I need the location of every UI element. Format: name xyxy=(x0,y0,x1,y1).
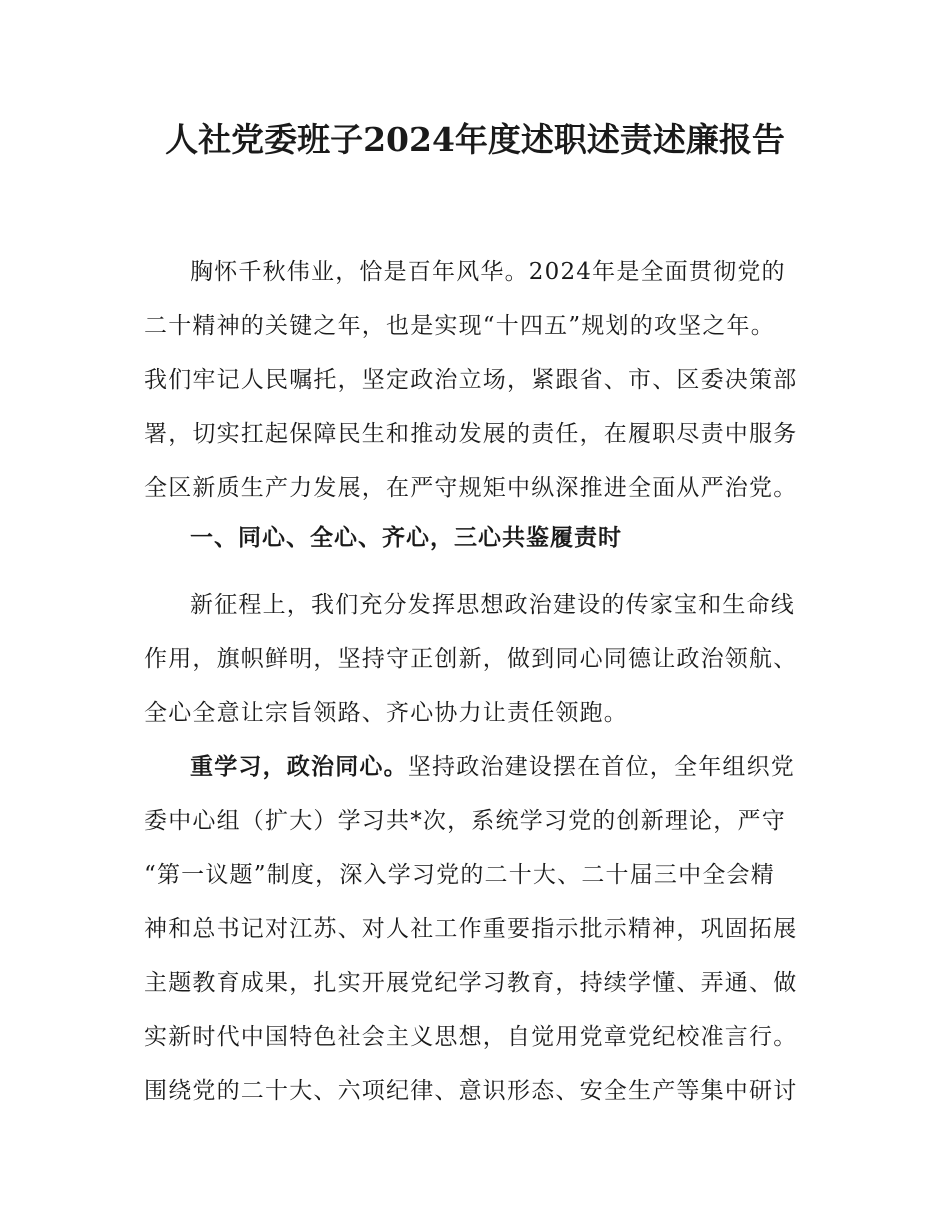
document-title: 人社党委班子2024年度述职述责述廉报告 xyxy=(165,120,785,159)
intro-line: 署，切实扛起保障民生和推动发展的责任，在履职尽责中服务 xyxy=(144,421,798,447)
section1-line: 作用，旗帜鲜明，坚持守正创新，做到同心同德让政治领航、 xyxy=(144,646,798,672)
study-first-line xyxy=(144,740,812,794)
study-line: 委中心组（扩大）学习共*次，系统学习党的创新理论，严守 xyxy=(144,808,786,834)
section1-paragraph xyxy=(144,578,812,740)
section-heading: 一、同心、全心、齐心，三心共鉴履责时 xyxy=(190,525,622,551)
intro-line: 二十精神的关键之年，也是实现“十四五”规划的攻坚之年。 xyxy=(144,313,775,339)
intro-paragraph xyxy=(144,245,812,515)
section1-line: 新征程上，我们充分发挥思想政治建设的传家宝和生命线 xyxy=(190,592,795,618)
intro-line: 全区新质生产力发展，在严守规矩中纵深推进全面从严治党。 xyxy=(144,475,798,501)
study-line: 实新时代中国特色社会主义思想，自觉用党章党纪校准言行。 xyxy=(144,1024,798,1050)
study-paragraph xyxy=(144,740,812,1118)
study-first-rest: 坚持政治建设摆在首位，全年组织党 xyxy=(407,754,796,780)
intro-line: 胸怀千秋伟业，恰是百年风华。2024年是全面贯彻党的 xyxy=(190,259,786,285)
study-line: 神和总书记对江苏、对人社工作重要指示批示精神，巩固拓展 xyxy=(144,916,798,942)
section1-line: 全心全意让宗旨领路、齐心协力让责任领跑。 xyxy=(144,700,628,726)
study-lead: 重学习，政治同心。 xyxy=(190,754,408,780)
study-line: 主题教育成果，扎实开展党纪学习教育，持续学懂、弄通、做 xyxy=(144,970,798,996)
study-line: 围绕党的二十大、六项纪律、意识形态、安全生产等集中研讨 xyxy=(144,1078,798,1104)
study-line: “第一议题”制度，深入学习党的二十大、二十届三中全会精 xyxy=(144,862,775,888)
intro-line: 我们牢记人民嘱托，坚定政治立场，紧跟省、市、区委决策部 xyxy=(144,367,798,393)
